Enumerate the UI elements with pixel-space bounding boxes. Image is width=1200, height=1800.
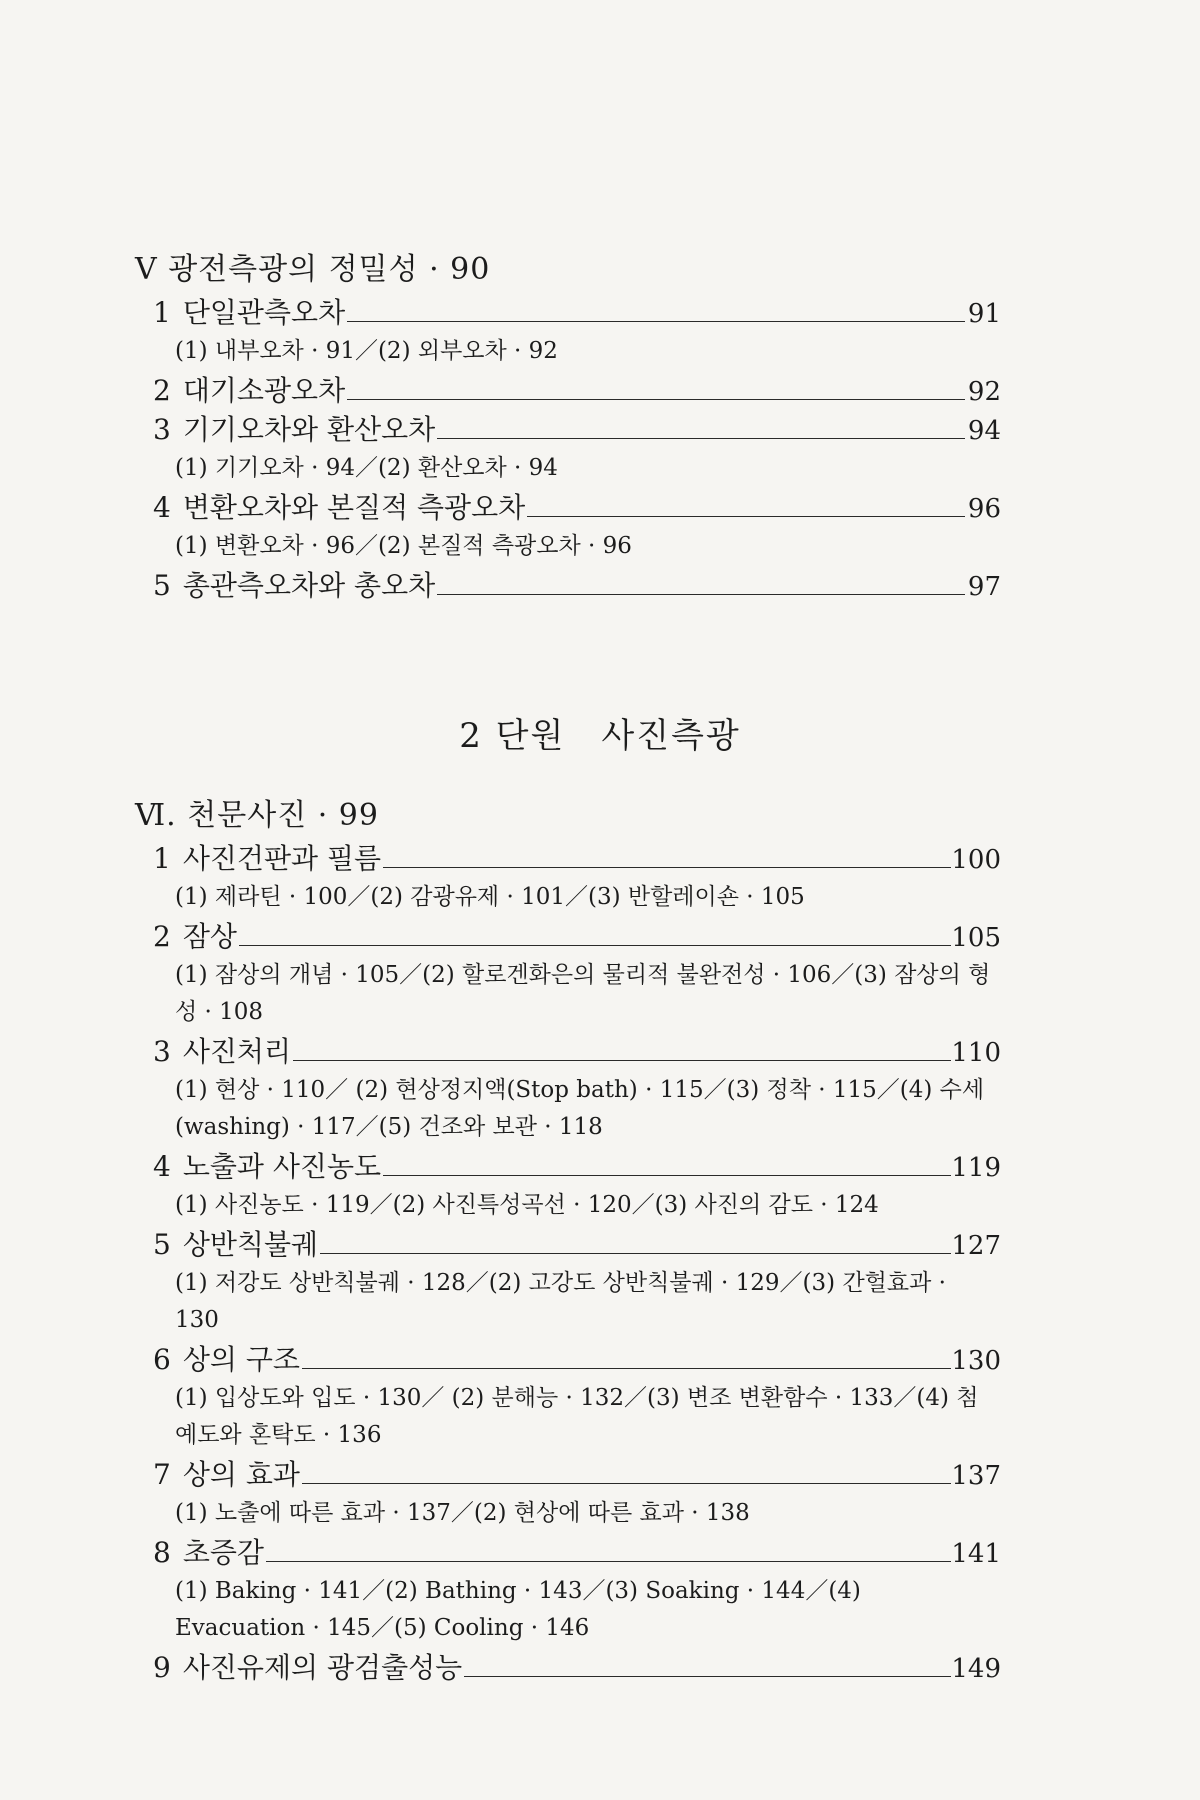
- unit-name: 사진측광: [601, 716, 741, 756]
- entry-title: 대기소광오차: [182, 374, 346, 407]
- entry-page: 91: [967, 299, 1001, 329]
- toc-entry: [135, 1033, 1001, 1072]
- entry-number: 2: [153, 920, 171, 953]
- leader-line: [464, 1675, 951, 1677]
- entry-title: 잠상: [182, 920, 237, 953]
- entry-title: 단일관측오차: [182, 296, 346, 329]
- entry-number: 4: [153, 1150, 171, 1183]
- entry-subtopics: (1) 현상 · 110／ (2) 현상정지액(Stop bath) · 115／(3) 정착 · 115／(4) 수세(washing) · 117／(5) 건조와 보관 · 118: [175, 1077, 985, 1140]
- leader-line: [239, 944, 951, 946]
- toc-entry: [135, 1148, 1001, 1187]
- leader-line: [347, 398, 965, 400]
- unit-number: 2 단원: [459, 716, 566, 756]
- leader-line: [293, 1059, 951, 1061]
- entry-number: 1: [153, 842, 171, 875]
- entry-title: 총관측오차와 총오차: [182, 569, 436, 602]
- leader-line: [383, 1174, 951, 1176]
- entry-page: 119: [951, 1153, 1001, 1183]
- entry-subtopics: (1) 변환오차 · 96／(2) 본질적 측광오차 · 96: [175, 533, 632, 559]
- entry-subtopics: (1) 사진농도 · 119／(2) 사진특성곡선 · 120／(3) 사진의 감도 · 124: [175, 1192, 879, 1218]
- toc-entry: [135, 372, 1001, 411]
- entry-number: 5: [153, 1228, 171, 1261]
- entry-subtopics: (1) 잠상의 개념 · 105／(2) 할로겐화은의 물리적 불완전성 · 106／(3) 잠상의 형성 · 108: [175, 962, 991, 1025]
- entry-title: 상의 효과: [182, 1458, 300, 1491]
- entry-title: 사진처리: [182, 1035, 292, 1068]
- toc-section-vi: [135, 798, 1001, 1688]
- entry-subtopics: (1) 노출에 따른 효과 · 137／(2) 현상에 따른 효과 · 138: [175, 1500, 750, 1526]
- leader-line: [302, 1367, 951, 1369]
- toc-entry: [135, 840, 1001, 879]
- chapter-heading: V 광전측광의 정밀성 · 90: [135, 252, 491, 287]
- entry-page: 127: [951, 1231, 1001, 1261]
- entry-number: 1: [153, 296, 171, 329]
- toc-entry: [135, 411, 1001, 450]
- toc-entry: [135, 1341, 1001, 1380]
- entry-page: 141: [951, 1539, 1001, 1569]
- entry-title: 상반칙불궤: [182, 1228, 319, 1261]
- entry-page: 110: [951, 1038, 1001, 1068]
- entry-subtopics: (1) 입상도와 입도 · 130／ (2) 분해능 · 132／(3) 변조 변환함수 · 133／(4) 첨예도와 혼탁도 · 136: [175, 1385, 979, 1448]
- entry-title: 상의 구조: [182, 1343, 300, 1376]
- entry-title: 사진유제의 광검출성능: [182, 1651, 463, 1684]
- leader-line: [437, 437, 965, 439]
- entry-page: 130: [951, 1346, 1001, 1376]
- leader-line: [302, 1482, 951, 1484]
- entry-number: 4: [153, 491, 171, 524]
- leader-line: [320, 1252, 951, 1254]
- entry-page: 137: [951, 1461, 1001, 1491]
- chapter-heading: Ⅵ. 천문사진 · 99: [135, 798, 379, 833]
- entry-page: 100: [951, 845, 1001, 875]
- entry-number: 9: [153, 1651, 171, 1684]
- entry-title: 변환오차와 본질적 측광오차: [182, 491, 526, 524]
- entry-number: 3: [153, 1035, 171, 1068]
- entry-number: 3: [153, 413, 171, 446]
- entry-number: 8: [153, 1536, 171, 1569]
- entry-page: 97: [967, 572, 1001, 602]
- entry-title: 초증감: [182, 1536, 264, 1569]
- leader-line: [266, 1560, 951, 1562]
- entry-title: 노출과 사진농도: [182, 1150, 382, 1183]
- entry-page: 94: [967, 416, 1001, 446]
- entry-subtopics: (1) 내부오차 · 91／(2) 외부오차 · 92: [175, 338, 558, 364]
- entry-subtopics: (1) 제라틴 · 100／(2) 감광유제 · 101／(3) 반할레이숀 · 105: [175, 884, 805, 910]
- entry-number: 6: [153, 1343, 171, 1376]
- entry-title: 사진건판과 필름: [182, 842, 382, 875]
- entry-page: 96: [967, 494, 1001, 524]
- leader-line: [383, 866, 951, 868]
- entry-subtopics: (1) 기기오차 · 94／(2) 환산오차 · 94: [175, 455, 558, 481]
- unit-title: [0, 708, 1200, 757]
- toc-entry: [135, 1456, 1001, 1495]
- entry-number: 7: [153, 1458, 171, 1491]
- entry-page: 92: [967, 377, 1001, 407]
- entry-number: 5: [153, 569, 171, 602]
- toc-entry: [135, 918, 1001, 957]
- leader-line: [437, 593, 965, 595]
- entry-page: 105: [951, 923, 1001, 953]
- toc-entry: [135, 1534, 1001, 1573]
- toc-entry: [135, 1226, 1001, 1265]
- leader-line: [347, 320, 965, 322]
- entry-subtopics: (1) Baking · 141／(2) Bathing · 143／(3) Soaking · 144／(4) Evacuation · 145／(5) Cooling · 146: [175, 1578, 861, 1641]
- toc-entry: [135, 489, 1001, 528]
- entry-subtopics: (1) 저강도 상반칙불궤 · 128／(2) 고강도 상반칙불궤 · 129／(3) 간헐효과 · 130: [175, 1270, 946, 1333]
- entry-title: 기기오차와 환산오차: [182, 413, 436, 446]
- toc-entry: [135, 1649, 1001, 1688]
- toc-entry: [135, 294, 1001, 333]
- toc-section-v: [135, 252, 1001, 606]
- toc-entry: [135, 567, 1001, 606]
- entry-number: 2: [153, 374, 171, 407]
- leader-line: [527, 515, 965, 517]
- entry-page: 149: [951, 1654, 1001, 1684]
